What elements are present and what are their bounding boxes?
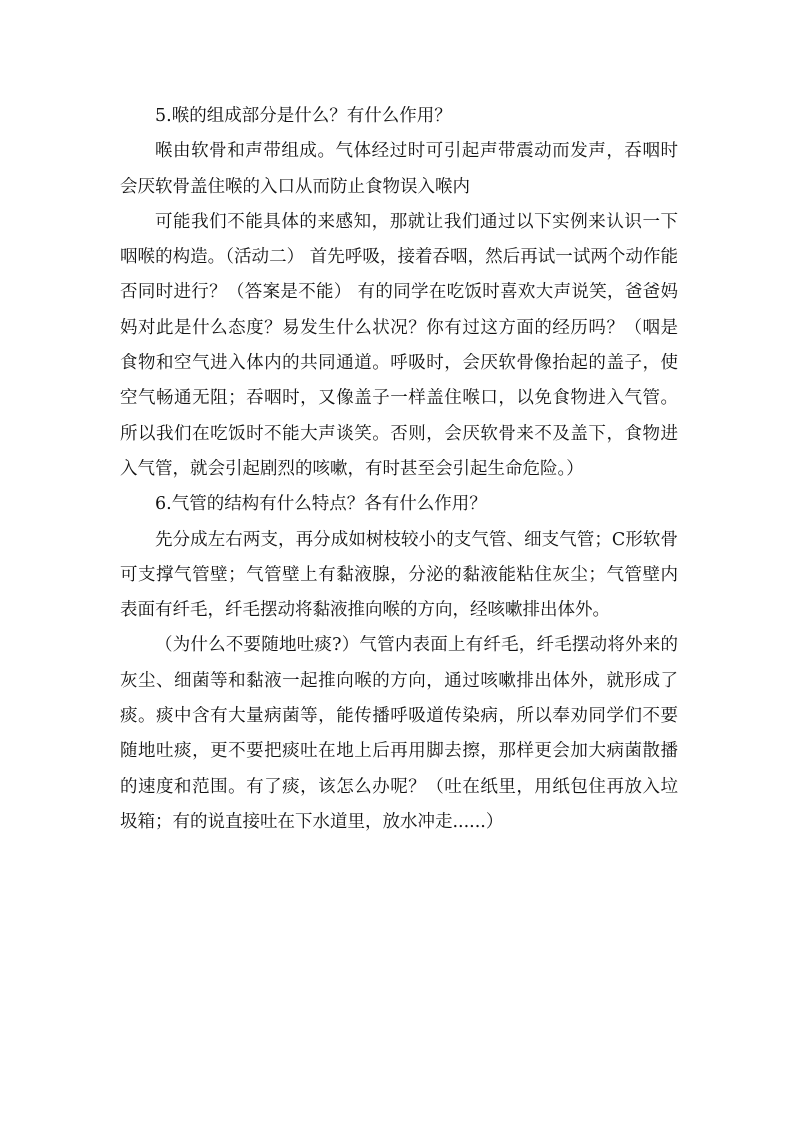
spitting-paragraph: （为什么不要随地吐痰?）气管内表面上有纤毛，纤毛摆动将外来的灰尘、细菌等和黏液一起推向喉的方向，通过咳嗽排出体外，就形成了痰。痰中含有大量病菌等，能传播呼吸道传染病，所以奉劝同学们不要随地吐痰，更不要把痰吐在地上后再用脚去擦，那样更会加大病菌散播的速度和范围。有了痰，该怎么办呢？（吐在纸里，用纸包住再放入垃圾箱；有的说直接吐在下水道里，放水冲走......）: [120, 635, 678, 832]
question-5-answer: 喉由软骨和声带组成。气体经过时可引起声带震动而发声，吞咽时会厌软骨盖住喉的入口从而防止食物误入喉内: [120, 141, 678, 197]
question-5-heading: 5.喉的组成部分是什么？有什么作用？: [155, 106, 452, 126]
activity-two-paragraph: 可能我们不能具体的来感知，那就让我们通过以下实例来认识一下咽喉的构造。（活动二） 首先呼吸，接着吞咽，然后再试一试两个动作能否同时进行？（答案是不能） 有的同学在吃饭时喜欢大声说笑，爸爸妈妈对此是什么态度？易发生什么状况？你有过这方面的经历吗？（咽是食物和空气进入体内的共同通道。呼吸时，会厌软骨像抬起的盖子，使空气畅通无阻；吞咽时，又像盖子一样盖住喉口，以免食物进入气管。所以我们在吃饭时不能大声谈笑。否则，会厌软骨来不及盖下，食物进入气管，就会引起剧烈的咳嗽，有时甚至会引起生命危险。）: [120, 211, 678, 479]
question-6-heading: 6.气管的结构有什么特点？各有什么作用？: [155, 494, 487, 515]
document-body: [120, 99, 678, 840]
question-6-answer: 先分成左右两支，再分成如树枝较小的支气管、细支气管；C形软骨可支撑气管壁；气管壁上有黏液腺，分泌的黏液能粘住灰尘；气管壁内表面有纤毛，纤毛摆动将黏液推向喉的方向，经咳嗽排出体外。: [120, 529, 678, 621]
